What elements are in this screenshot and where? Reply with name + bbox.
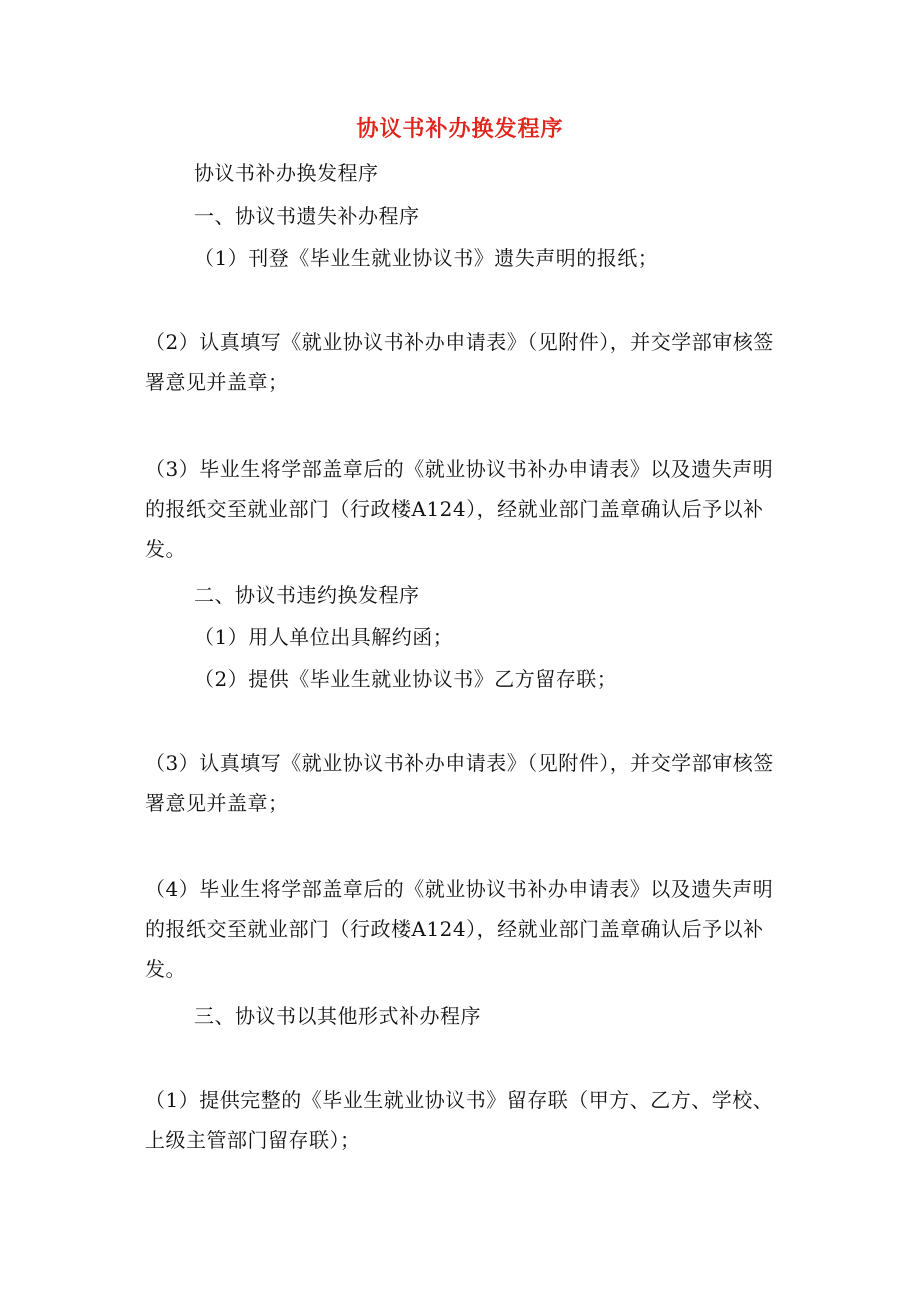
- section2-heading: 二、协议书违约换发程序: [194, 583, 420, 607]
- section2-step2: （2）提供《毕业生就业协议书》乙方留存联；: [194, 667, 618, 691]
- section2-step4: （4）毕业生将学部盖章后的《就业协议书补办申请表》以及遗失声明的报纸交至就业部门（行政楼A124），经就业部门盖章确认后予以补发。: [145, 877, 774, 981]
- section2-step1: （1）用人单位出具解约函；: [194, 625, 454, 649]
- document-subtitle: 协议书补办换发程序: [194, 161, 379, 185]
- section1-step1: （1）刊登《毕业生就业协议书》遗失声明的报纸；: [194, 246, 659, 270]
- section2-step3: （3）认真填写《就业协议书补办申请表》（见附件），并交学部审核签署意见并盖章；: [145, 751, 774, 815]
- section3-step1: （1）提供完整的《毕业生就业协议书》留存联（甲方、乙方、学校、上级主管部门留存联）；: [145, 1088, 774, 1152]
- section3-heading: 三、协议书以其他形式补办程序: [194, 1004, 481, 1028]
- section1-step3: （3）毕业生将学部盖章后的《就业协议书补办申请表》以及遗失声明的报纸交至就业部门（行政楼A124），经就业部门盖章确认后予以补发。: [145, 457, 774, 561]
- section1-step2: （2）认真填写《就业协议书补办申请表》（见附件），并交学部审核签署意见并盖章；: [145, 330, 774, 394]
- section1-heading: 一、协议书遗失补办程序: [194, 204, 420, 228]
- document-title: 协议书补办换发程序: [356, 116, 564, 142]
